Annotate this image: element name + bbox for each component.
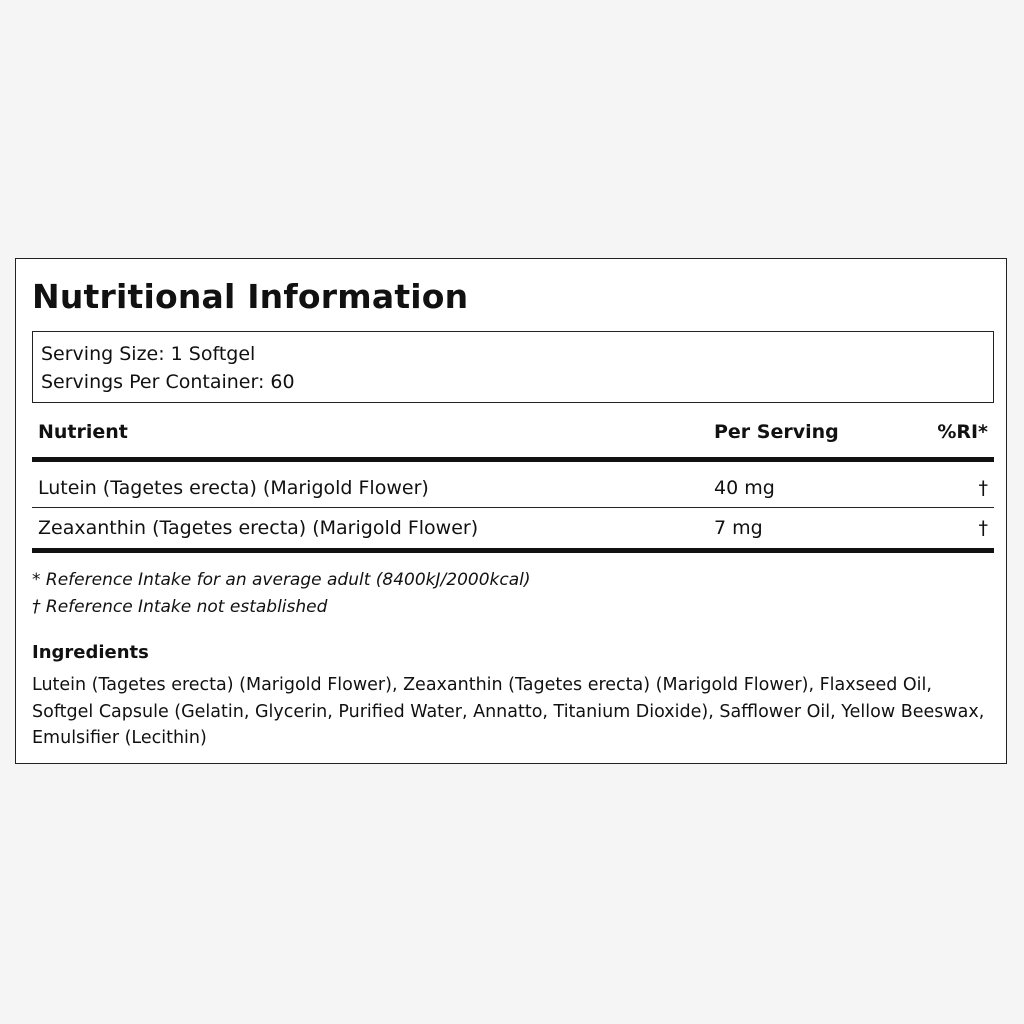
footnotes bbox=[32, 567, 531, 621]
panel-title: Nutritional Information bbox=[32, 277, 469, 316]
nutrient-amount: 40 mg bbox=[714, 477, 775, 499]
nutrient-ri: † bbox=[978, 477, 988, 499]
serving-info-box bbox=[32, 331, 994, 403]
header-per-serving: Per Serving bbox=[714, 421, 839, 443]
table-header-row bbox=[32, 417, 994, 462]
ingredients-text: Lutein (Tagetes erecta) (Marigold Flower), Zeaxanthin (Tagetes erecta) (Marigold Flower), Flaxseed Oil, Softgel Capsule (Gelatin, Glycerin, Purified Water, Annatto, Titanium Dioxide), Safflower Oil, Yellow Beeswax, Emulsifier (Lecithin) bbox=[32, 675, 985, 748]
nutrient-name: Zeaxanthin (Tagetes erecta) (Marigold Flower) bbox=[38, 517, 479, 539]
table-row bbox=[32, 508, 994, 553]
servings-per-container: Servings Per Container: 60 bbox=[41, 371, 295, 393]
table-row bbox=[32, 462, 994, 508]
nutrition-panel bbox=[15, 258, 1007, 764]
header-nutrient: Nutrient bbox=[38, 421, 128, 443]
serving-size: Serving Size: 1 Softgel bbox=[41, 343, 256, 365]
footnote-reference-intake: * Reference Intake for an average adult (8400kJ/2000kcal) bbox=[32, 570, 531, 590]
ingredients-heading: Ingredients bbox=[32, 642, 149, 663]
nutrient-name: Lutein (Tagetes erecta) (Marigold Flower) bbox=[38, 477, 429, 499]
nutrient-amount: 7 mg bbox=[714, 517, 763, 539]
footnote-not-established: † Reference Intake not established bbox=[32, 597, 328, 617]
header-ri: %RI* bbox=[937, 421, 988, 443]
nutrient-ri: † bbox=[978, 517, 988, 539]
nutrient-table bbox=[32, 417, 994, 553]
